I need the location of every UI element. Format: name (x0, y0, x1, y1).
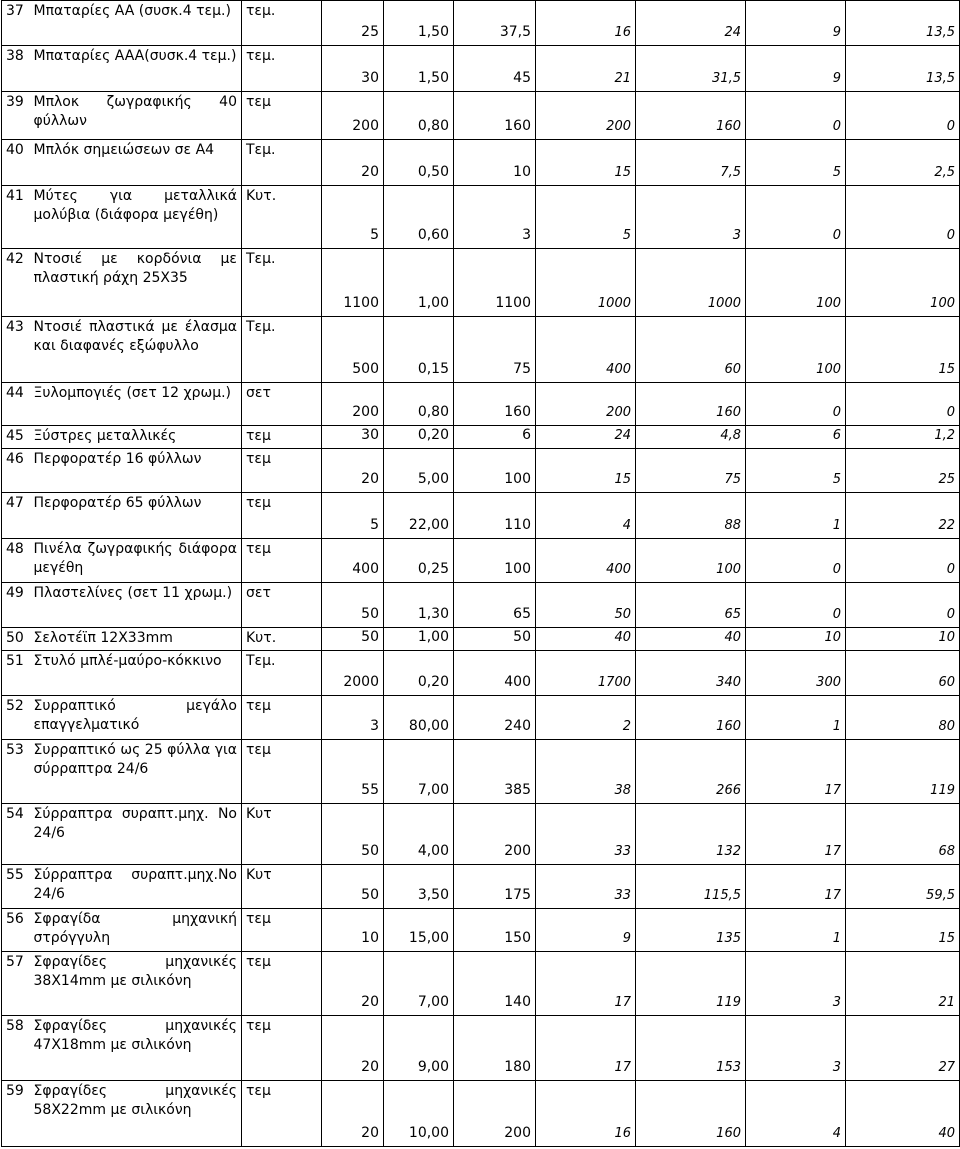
item-value-part-1: 119 (636, 952, 746, 1016)
item-quantity: 50 (322, 628, 384, 651)
item-quantity-part-1: 17 (536, 952, 636, 1016)
item-quantity-part-2: 5 (746, 449, 846, 493)
item-quantity: 2000 (322, 651, 384, 696)
item-value-part-1: 266 (636, 740, 746, 804)
item-unit: Τεμ. (242, 651, 322, 696)
item-number: 49 (2, 583, 30, 628)
item-quantity-part-1: 4 (536, 493, 636, 539)
item-unit: Τεμ. (242, 140, 322, 186)
table-body (2, 1, 960, 1147)
item-description: Σφραγίδες μηχανικές 58Χ22mm με σιλικόνη (30, 1081, 242, 1147)
item-value-part-1: 153 (636, 1016, 746, 1081)
table-row (2, 583, 960, 628)
item-unit-price: 1,00 (384, 628, 454, 651)
item-unit: τεμ (242, 92, 322, 140)
item-description: Σφραγίδες μηχανικές 47Χ18mm με σιλικόνη (30, 1016, 242, 1081)
item-total: 150 (454, 909, 536, 952)
table-row (2, 383, 960, 426)
item-description: Συρραπτικό ως 25 φύλλα για σύρραπτρα 24/6 (30, 740, 242, 804)
item-description: Ξύστρες μεταλλικές (30, 426, 242, 449)
item-quantity-part-1: 200 (536, 383, 636, 426)
item-quantity-part-1: 1000 (536, 249, 636, 317)
item-value-part-2: 13,5 (846, 1, 960, 46)
item-quantity: 30 (322, 426, 384, 449)
table-row (2, 539, 960, 583)
item-total: 45 (454, 46, 536, 92)
item-description: Σελοτέϊπ 12Χ33mm (30, 628, 242, 651)
item-number: 46 (2, 449, 30, 493)
item-quantity-part-2: 3 (746, 1016, 846, 1081)
item-quantity: 20 (322, 952, 384, 1016)
item-unit-price: 0,20 (384, 651, 454, 696)
item-total: 385 (454, 740, 536, 804)
item-value-part-2: 15 (846, 317, 960, 383)
item-quantity-part-1: 400 (536, 317, 636, 383)
item-unit: Τεμ. (242, 317, 322, 383)
item-value-part-2: 80 (846, 696, 960, 740)
item-value-part-1: 60 (636, 317, 746, 383)
item-quantity-part-2: 10 (746, 628, 846, 651)
table-row (2, 628, 960, 651)
item-unit: τεμ (242, 1081, 322, 1147)
item-unit: τεμ. (242, 1, 322, 46)
item-total: 200 (454, 804, 536, 865)
table-row (2, 493, 960, 539)
item-total: 75 (454, 317, 536, 383)
item-unit-price: 1,00 (384, 249, 454, 317)
item-quantity: 30 (322, 46, 384, 92)
item-value-part-2: 0 (846, 186, 960, 249)
item-quantity: 50 (322, 583, 384, 628)
table-row (2, 1016, 960, 1081)
item-unit: τεμ (242, 539, 322, 583)
supplies-table (1, 0, 960, 1147)
item-total: 6 (454, 426, 536, 449)
item-value-part-2: 2,5 (846, 140, 960, 186)
item-unit: τεμ (242, 952, 322, 1016)
item-number: 38 (2, 46, 30, 92)
item-number: 43 (2, 317, 30, 383)
item-value-part-1: 3 (636, 186, 746, 249)
item-value-part-1: 160 (636, 696, 746, 740)
table-row (2, 1, 960, 46)
item-quantity: 400 (322, 539, 384, 583)
item-number: 48 (2, 539, 30, 583)
item-value-part-2: 0 (846, 383, 960, 426)
item-value-part-1: 340 (636, 651, 746, 696)
item-unit-price: 0,60 (384, 186, 454, 249)
item-quantity-part-2: 9 (746, 1, 846, 46)
item-quantity: 10 (322, 909, 384, 952)
item-value-part-2: 0 (846, 583, 960, 628)
item-unit: σετ (242, 383, 322, 426)
item-number: 45 (2, 426, 30, 449)
item-value-part-2: 68 (846, 804, 960, 865)
item-value-part-2: 0 (846, 92, 960, 140)
item-value-part-1: 100 (636, 539, 746, 583)
item-description: Πλαστελίνες (σετ 11 χρωμ.) (30, 583, 242, 628)
item-quantity-part-2: 0 (746, 186, 846, 249)
item-quantity-part-2: 6 (746, 426, 846, 449)
table-row (2, 140, 960, 186)
item-number: 39 (2, 92, 30, 140)
table-row (2, 952, 960, 1016)
item-unit-price: 4,00 (384, 804, 454, 865)
item-quantity: 50 (322, 865, 384, 909)
item-quantity-part-2: 9 (746, 46, 846, 92)
item-value-part-2: 13,5 (846, 46, 960, 92)
table-row (2, 186, 960, 249)
item-unit: τεμ (242, 909, 322, 952)
item-value-part-2: 60 (846, 651, 960, 696)
item-total: 175 (454, 865, 536, 909)
item-number: 59 (2, 1081, 30, 1147)
item-quantity-part-1: 15 (536, 140, 636, 186)
item-description: Συρραπτικό μεγάλο επαγγελματικό (30, 696, 242, 740)
item-quantity-part-1: 38 (536, 740, 636, 804)
item-number: 51 (2, 651, 30, 696)
item-description: Μπλόκ σημειώσεων σε Α4 (30, 140, 242, 186)
table-row (2, 651, 960, 696)
table-row (2, 249, 960, 317)
item-description: Ξυλομπογιές (σετ 12 χρωμ.) (30, 383, 242, 426)
item-quantity-part-2: 0 (746, 539, 846, 583)
item-description: Μύτες για μεταλλικά μολύβια (διάφορα μεγέθη) (30, 186, 242, 249)
item-total: 110 (454, 493, 536, 539)
item-value-part-2: 10 (846, 628, 960, 651)
item-quantity-part-2: 1 (746, 493, 846, 539)
item-unit-price: 0,80 (384, 92, 454, 140)
item-quantity: 5 (322, 493, 384, 539)
item-quantity: 200 (322, 383, 384, 426)
item-unit-price: 1,50 (384, 1, 454, 46)
item-value-part-2: 21 (846, 952, 960, 1016)
table-row (2, 449, 960, 493)
item-description: Περφορατέρ 65 φύλλων (30, 493, 242, 539)
item-quantity: 20 (322, 449, 384, 493)
item-value-part-1: 31,5 (636, 46, 746, 92)
item-value-part-2: 25 (846, 449, 960, 493)
item-quantity-part-1: 15 (536, 449, 636, 493)
item-total: 65 (454, 583, 536, 628)
item-unit-price: 0,20 (384, 426, 454, 449)
item-quantity-part-2: 1 (746, 909, 846, 952)
item-description: Ντοσιέ πλαστικά με έλασμα και διαφανές εξώφυλλο (30, 317, 242, 383)
item-total: 100 (454, 539, 536, 583)
item-quantity-part-1: 33 (536, 804, 636, 865)
item-total: 400 (454, 651, 536, 696)
item-description: Ντοσιέ με κορδόνια με πλαστική ράχη 25Χ35 (30, 249, 242, 317)
item-description: Μπαταρίες AAA(συσκ.4 τεμ.) (30, 46, 242, 92)
item-unit: Κυτ (242, 804, 322, 865)
item-quantity-part-2: 100 (746, 249, 846, 317)
item-unit-price: 22,00 (384, 493, 454, 539)
item-unit-price: 7,00 (384, 952, 454, 1016)
item-unit: Κυτ. (242, 628, 322, 651)
item-number: 55 (2, 865, 30, 909)
item-quantity: 20 (322, 1016, 384, 1081)
item-quantity-part-1: 33 (536, 865, 636, 909)
item-quantity-part-2: 0 (746, 583, 846, 628)
item-value-part-2: 1,2 (846, 426, 960, 449)
item-quantity-part-2: 300 (746, 651, 846, 696)
item-description: Περφορατέρ 16 φύλλων (30, 449, 242, 493)
table-row (2, 92, 960, 140)
table-row (2, 46, 960, 92)
item-description: Στυλό μπλέ-μαύρο-κόκκινο (30, 651, 242, 696)
item-number: 40 (2, 140, 30, 186)
item-description: Σύρραπτρα συραπτ.μηχ. Νο 24/6 (30, 804, 242, 865)
item-quantity-part-2: 17 (746, 740, 846, 804)
item-quantity-part-1: 9 (536, 909, 636, 952)
item-total: 160 (454, 92, 536, 140)
item-quantity-part-1: 40 (536, 628, 636, 651)
item-number: 37 (2, 1, 30, 46)
item-unit-price: 0,50 (384, 140, 454, 186)
item-value-part-1: 160 (636, 383, 746, 426)
item-unit: Τεμ. (242, 249, 322, 317)
item-value-part-1: 4,8 (636, 426, 746, 449)
table-row (2, 696, 960, 740)
item-quantity-part-1: 50 (536, 583, 636, 628)
table-row (2, 865, 960, 909)
item-value-part-1: 75 (636, 449, 746, 493)
item-description: Μπλοκ ζωγραφικής 40 φύλλων (30, 92, 242, 140)
item-total: 10 (454, 140, 536, 186)
table-row (2, 426, 960, 449)
item-number: 42 (2, 249, 30, 317)
item-quantity-part-2: 5 (746, 140, 846, 186)
item-number: 52 (2, 696, 30, 740)
item-value-part-2: 100 (846, 249, 960, 317)
item-unit: τεμ (242, 740, 322, 804)
item-quantity: 1100 (322, 249, 384, 317)
item-description: Σφραγίδα μηχανική στρόγγυλη (30, 909, 242, 952)
item-quantity-part-1: 400 (536, 539, 636, 583)
item-unit-price: 9,00 (384, 1016, 454, 1081)
item-number: 57 (2, 952, 30, 1016)
item-quantity-part-1: 5 (536, 186, 636, 249)
item-description: Σφραγίδες μηχανικές 38Χ14mm με σιλικόνη (30, 952, 242, 1016)
item-value-part-1: 115,5 (636, 865, 746, 909)
item-quantity: 55 (322, 740, 384, 804)
item-quantity-part-1: 16 (536, 1, 636, 46)
item-total: 37,5 (454, 1, 536, 46)
item-number: 58 (2, 1016, 30, 1081)
item-quantity-part-2: 0 (746, 383, 846, 426)
item-quantity-part-2: 17 (746, 865, 846, 909)
item-unit: Κυτ. (242, 186, 322, 249)
item-quantity-part-2: 1 (746, 696, 846, 740)
item-quantity: 5 (322, 186, 384, 249)
item-unit: τεμ (242, 493, 322, 539)
item-quantity-part-2: 0 (746, 92, 846, 140)
item-unit-price: 15,00 (384, 909, 454, 952)
item-unit-price: 80,00 (384, 696, 454, 740)
item-unit-price: 10,00 (384, 1081, 454, 1147)
item-quantity-part-1: 24 (536, 426, 636, 449)
table-row (2, 909, 960, 952)
item-value-part-1: 135 (636, 909, 746, 952)
item-unit-price: 0,15 (384, 317, 454, 383)
table-row (2, 1081, 960, 1147)
item-unit-price: 0,25 (384, 539, 454, 583)
item-total: 1100 (454, 249, 536, 317)
item-value-part-1: 88 (636, 493, 746, 539)
item-value-part-2: 0 (846, 539, 960, 583)
item-quantity-part-2: 4 (746, 1081, 846, 1147)
item-value-part-2: 119 (846, 740, 960, 804)
item-unit: τεμ (242, 449, 322, 493)
item-quantity: 25 (322, 1, 384, 46)
item-number: 41 (2, 186, 30, 249)
item-unit: τεμ (242, 696, 322, 740)
item-quantity-part-1: 16 (536, 1081, 636, 1147)
item-total: 160 (454, 383, 536, 426)
item-quantity-part-2: 17 (746, 804, 846, 865)
item-description: Σύρραπτρα συραπτ.μηχ.Νο 24/6 (30, 865, 242, 909)
item-value-part-2: 22 (846, 493, 960, 539)
item-number: 54 (2, 804, 30, 865)
item-quantity-part-1: 200 (536, 92, 636, 140)
item-total: 200 (454, 1081, 536, 1147)
item-quantity: 3 (322, 696, 384, 740)
item-number: 53 (2, 740, 30, 804)
item-description: Μπαταρίες AA (συσκ.4 τεμ.) (30, 1, 242, 46)
item-quantity: 200 (322, 92, 384, 140)
item-value-part-1: 24 (636, 1, 746, 46)
item-total: 240 (454, 696, 536, 740)
item-quantity-part-1: 1700 (536, 651, 636, 696)
item-value-part-1: 132 (636, 804, 746, 865)
item-quantity-part-1: 21 (536, 46, 636, 92)
item-unit: τεμ (242, 1016, 322, 1081)
item-total: 3 (454, 186, 536, 249)
item-value-part-1: 7,5 (636, 140, 746, 186)
item-quantity-part-1: 2 (536, 696, 636, 740)
item-number: 47 (2, 493, 30, 539)
item-unit: σετ (242, 583, 322, 628)
item-total: 50 (454, 628, 536, 651)
item-value-part-1: 65 (636, 583, 746, 628)
item-quantity-part-1: 17 (536, 1016, 636, 1081)
item-value-part-2: 59,5 (846, 865, 960, 909)
item-unit-price: 0,80 (384, 383, 454, 426)
item-quantity-part-2: 100 (746, 317, 846, 383)
item-unit: τεμ (242, 426, 322, 449)
item-value-part-2: 27 (846, 1016, 960, 1081)
item-total: 140 (454, 952, 536, 1016)
item-quantity: 500 (322, 317, 384, 383)
item-quantity: 50 (322, 804, 384, 865)
item-number: 56 (2, 909, 30, 952)
item-description: Πινέλα ζωγραφικής διάφορα μεγέθη (30, 539, 242, 583)
item-unit-price: 1,50 (384, 46, 454, 92)
item-quantity-part-2: 3 (746, 952, 846, 1016)
item-total: 180 (454, 1016, 536, 1081)
item-unit-price: 5,00 (384, 449, 454, 493)
item-unit: τεμ. (242, 46, 322, 92)
item-value-part-1: 160 (636, 1081, 746, 1147)
table-row (2, 740, 960, 804)
item-value-part-1: 160 (636, 92, 746, 140)
item-quantity: 20 (322, 1081, 384, 1147)
item-unit: Κυτ (242, 865, 322, 909)
item-quantity: 20 (322, 140, 384, 186)
item-number: 50 (2, 628, 30, 651)
item-value-part-1: 1000 (636, 249, 746, 317)
item-unit-price: 1,30 (384, 583, 454, 628)
table-row (2, 804, 960, 865)
item-unit-price: 3,50 (384, 865, 454, 909)
item-total: 100 (454, 449, 536, 493)
item-unit-price: 7,00 (384, 740, 454, 804)
item-value-part-1: 40 (636, 628, 746, 651)
table-row (2, 317, 960, 383)
item-number: 44 (2, 383, 30, 426)
item-value-part-2: 15 (846, 909, 960, 952)
item-value-part-2: 40 (846, 1081, 960, 1147)
